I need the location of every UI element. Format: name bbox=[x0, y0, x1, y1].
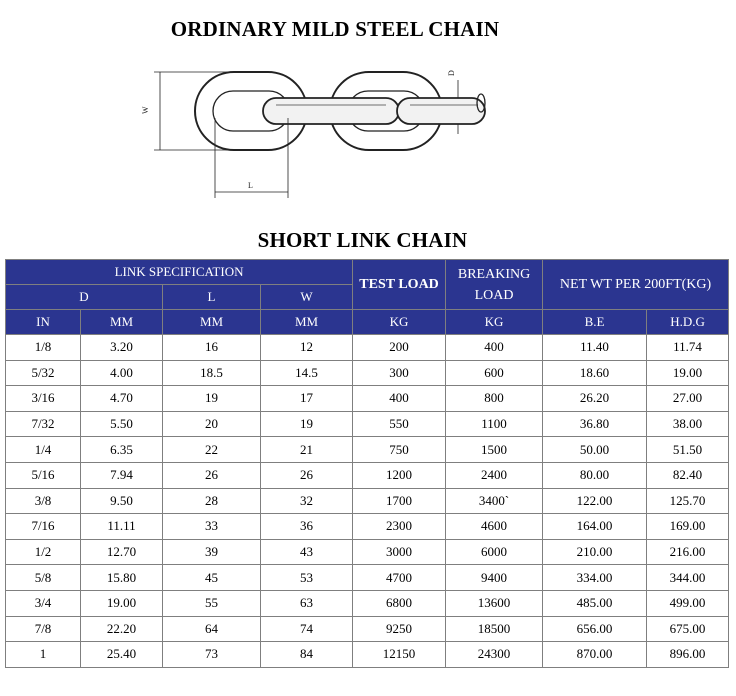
table-cell: 84 bbox=[261, 642, 353, 668]
table-cell: 5/8 bbox=[6, 565, 81, 591]
table-cell: 19.00 bbox=[81, 590, 163, 616]
table-cell: 25.40 bbox=[81, 642, 163, 668]
table-row bbox=[6, 488, 729, 514]
table-cell: 3/8 bbox=[6, 488, 81, 514]
table-cell: 200 bbox=[353, 335, 446, 361]
col-w-header: W bbox=[261, 285, 353, 310]
unit-header: KG bbox=[446, 310, 543, 335]
unit-header: MM bbox=[81, 310, 163, 335]
table-cell: 6800 bbox=[353, 590, 446, 616]
table-cell: 6000 bbox=[446, 539, 543, 565]
table-cell: 18.5 bbox=[163, 360, 261, 386]
table-cell: 9250 bbox=[353, 616, 446, 642]
table-cell: 18.60 bbox=[543, 360, 647, 386]
table-row bbox=[6, 411, 729, 437]
table-cell: 1/8 bbox=[6, 335, 81, 361]
table-cell: 32 bbox=[261, 488, 353, 514]
table-cell: 18500 bbox=[446, 616, 543, 642]
table-cell: 21 bbox=[261, 437, 353, 463]
table-cell: 80.00 bbox=[543, 462, 647, 488]
table-cell: 36.80 bbox=[543, 411, 647, 437]
table-cell: 13600 bbox=[446, 590, 543, 616]
table-cell: 19 bbox=[163, 386, 261, 412]
table-cell: 50.00 bbox=[543, 437, 647, 463]
table-cell: 656.00 bbox=[543, 616, 647, 642]
table-cell: 11.40 bbox=[543, 335, 647, 361]
table-cell: 9400 bbox=[446, 565, 543, 591]
table-cell: 750 bbox=[353, 437, 446, 463]
table-cell: 5.50 bbox=[81, 411, 163, 437]
breaking-load-line1: BREAKING bbox=[457, 266, 531, 282]
table-row bbox=[6, 539, 729, 565]
table-cell: 334.00 bbox=[543, 565, 647, 591]
table-cell: 550 bbox=[353, 411, 446, 437]
table-cell: 870.00 bbox=[543, 642, 647, 668]
table-cell: 1/4 bbox=[6, 437, 81, 463]
table-cell: 73 bbox=[163, 642, 261, 668]
table-cell: 1200 bbox=[353, 462, 446, 488]
units-row bbox=[6, 310, 729, 335]
table-cell: 4.00 bbox=[81, 360, 163, 386]
table-cell: 63 bbox=[261, 590, 353, 616]
table-cell: 1 bbox=[6, 642, 81, 668]
chain-spec-table bbox=[5, 259, 729, 668]
table-cell: 169.00 bbox=[647, 514, 729, 540]
table-cell: 3400` bbox=[446, 488, 543, 514]
table-cell: 19.00 bbox=[647, 360, 729, 386]
table-cell: 19 bbox=[261, 411, 353, 437]
breaking-load-line2: LOAD bbox=[474, 287, 514, 303]
table-cell: 2300 bbox=[353, 514, 446, 540]
table-cell: 9.50 bbox=[81, 488, 163, 514]
unit-header: KG bbox=[353, 310, 446, 335]
table-row bbox=[6, 616, 729, 642]
table-row bbox=[6, 565, 729, 591]
table-cell: 1500 bbox=[446, 437, 543, 463]
table-cell: 300 bbox=[353, 360, 446, 386]
table-cell: 7/8 bbox=[6, 616, 81, 642]
table-cell: 675.00 bbox=[647, 616, 729, 642]
table-cell: 164.00 bbox=[543, 514, 647, 540]
table-cell: 122.00 bbox=[543, 488, 647, 514]
table-cell: 896.00 bbox=[647, 642, 729, 668]
table-cell: 12.70 bbox=[81, 539, 163, 565]
table-cell: 7.94 bbox=[81, 462, 163, 488]
table-cell: 600 bbox=[446, 360, 543, 386]
table-cell: 15.80 bbox=[81, 565, 163, 591]
table-cell: 26.20 bbox=[543, 386, 647, 412]
net-weight-header: NET WT PER 200FT(KG) bbox=[543, 260, 729, 310]
table-cell: 39 bbox=[163, 539, 261, 565]
table-cell: 800 bbox=[446, 386, 543, 412]
unit-header: B.E bbox=[543, 310, 647, 335]
table-cell: 5/32 bbox=[6, 360, 81, 386]
table-row bbox=[6, 590, 729, 616]
table-cell: 45 bbox=[163, 565, 261, 591]
unit-header: IN bbox=[6, 310, 81, 335]
table-cell: 43 bbox=[261, 539, 353, 565]
table-cell: 1/2 bbox=[6, 539, 81, 565]
test-load-header: TEST LOAD bbox=[353, 260, 446, 310]
chain-diagram bbox=[140, 58, 500, 208]
table-cell: 1700 bbox=[353, 488, 446, 514]
table-cell: 125.70 bbox=[647, 488, 729, 514]
dimension-w-label: W bbox=[141, 106, 150, 114]
table-row bbox=[6, 386, 729, 412]
table-cell: 400 bbox=[353, 386, 446, 412]
table-cell: 3/16 bbox=[6, 386, 81, 412]
table-cell: 1100 bbox=[446, 411, 543, 437]
table-cell: 210.00 bbox=[543, 539, 647, 565]
table-cell: 33 bbox=[163, 514, 261, 540]
table-row bbox=[6, 514, 729, 540]
link-spec-header: LINK SPECIFICATION bbox=[6, 260, 353, 285]
table-cell: 7/16 bbox=[6, 514, 81, 540]
table-cell: 3000 bbox=[353, 539, 446, 565]
unit-header: MM bbox=[261, 310, 353, 335]
table-cell: 22 bbox=[163, 437, 261, 463]
table-cell: 2400 bbox=[446, 462, 543, 488]
dimension-d-label: D bbox=[447, 70, 456, 76]
table-cell: 11.11 bbox=[81, 514, 163, 540]
table-cell: 485.00 bbox=[543, 590, 647, 616]
table-cell: 11.74 bbox=[647, 335, 729, 361]
table-cell: 51.50 bbox=[647, 437, 729, 463]
table-cell: 14.5 bbox=[261, 360, 353, 386]
table-cell: 3/4 bbox=[6, 590, 81, 616]
table-cell: 400 bbox=[446, 335, 543, 361]
breaking-load-header bbox=[446, 260, 543, 310]
unit-header: MM bbox=[163, 310, 261, 335]
table-row bbox=[6, 437, 729, 463]
page-title: ORDINARY MILD STEEL CHAIN bbox=[170, 17, 500, 41]
table-cell: 36 bbox=[261, 514, 353, 540]
section-title: SHORT LINK CHAIN bbox=[257, 228, 468, 252]
table-cell: 53 bbox=[261, 565, 353, 591]
table-cell: 82.40 bbox=[647, 462, 729, 488]
table-cell: 22.20 bbox=[81, 616, 163, 642]
table-cell: 17 bbox=[261, 386, 353, 412]
table-cell: 26 bbox=[163, 462, 261, 488]
table-body bbox=[6, 335, 729, 668]
table-cell: 3.20 bbox=[81, 335, 163, 361]
table-cell: 38.00 bbox=[647, 411, 729, 437]
table-row bbox=[6, 360, 729, 386]
unit-header: H.D.G bbox=[647, 310, 729, 335]
col-l-header: L bbox=[163, 285, 261, 310]
table-cell: 4700 bbox=[353, 565, 446, 591]
table-cell: 26 bbox=[261, 462, 353, 488]
table-cell: 6.35 bbox=[81, 437, 163, 463]
table-cell: 55 bbox=[163, 590, 261, 616]
table-cell: 20 bbox=[163, 411, 261, 437]
table-cell: 28 bbox=[163, 488, 261, 514]
table-cell: 12 bbox=[261, 335, 353, 361]
table-cell: 499.00 bbox=[647, 590, 729, 616]
table-cell: 16 bbox=[163, 335, 261, 361]
table-cell: 12150 bbox=[353, 642, 446, 668]
table-cell: 4600 bbox=[446, 514, 543, 540]
table-cell: 64 bbox=[163, 616, 261, 642]
table-row bbox=[6, 462, 729, 488]
col-d-header: D bbox=[6, 285, 163, 310]
table-cell: 74 bbox=[261, 616, 353, 642]
table-row bbox=[6, 335, 729, 361]
table-cell: 4.70 bbox=[81, 386, 163, 412]
table-cell: 344.00 bbox=[647, 565, 729, 591]
table-cell: 24300 bbox=[446, 642, 543, 668]
table-cell: 27.00 bbox=[647, 386, 729, 412]
dimension-l-label: L bbox=[248, 181, 253, 190]
table-row bbox=[6, 642, 729, 668]
table-cell: 7/32 bbox=[6, 411, 81, 437]
table-cell: 216.00 bbox=[647, 539, 729, 565]
table-cell: 5/16 bbox=[6, 462, 81, 488]
